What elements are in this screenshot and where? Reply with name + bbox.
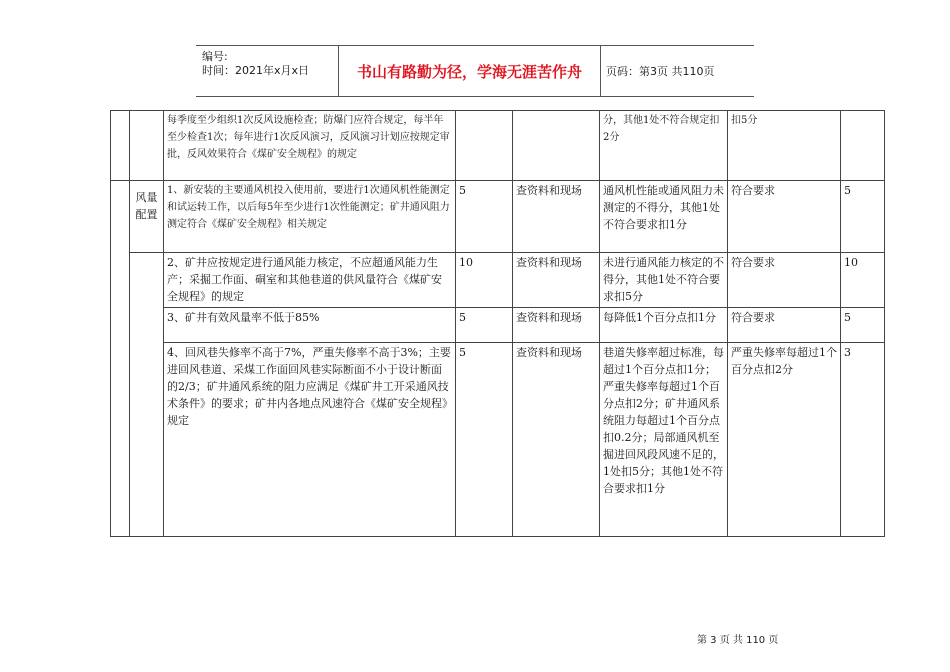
blank-cell — [111, 181, 130, 537]
table-row — [111, 343, 885, 537]
score-cell: 10 — [456, 253, 513, 308]
status-cell: 符合要求 — [728, 181, 841, 253]
status-cell: 扣5分 — [728, 111, 841, 181]
page-footer: 第 3 页 共 110 页 — [697, 635, 779, 646]
criteria-cell: 通风机性能或通风阻力未测定的不得分，其他1处不符合要求扣1分 — [600, 181, 728, 253]
content-cell: 每季度至少组织1次反风设施检查；防爆门应符合规定，每半年至少检查1次；每年进行1次反风演习，反风演习计划应按规定审批，反风效果符合《煤矿安全规程》的规定 — [164, 111, 456, 181]
criteria-cell: 未进行通风能力核定的不得分，其他1处不符合要求扣5分 — [600, 253, 728, 308]
method-cell: 查资料和现场 — [513, 308, 600, 343]
status-cell: 符合要求 — [728, 308, 841, 343]
points-cell: 10 — [841, 253, 885, 308]
status-cell: 严重失修率每超过1个百分点扣2分 — [728, 343, 841, 537]
points-cell: 5 — [841, 181, 885, 253]
score-cell — [456, 111, 513, 181]
score-cell: 5 — [456, 181, 513, 253]
header-meta — [196, 46, 339, 96]
table-row — [111, 253, 885, 308]
header-page-info: 页码：第3页 共110页 — [606, 65, 715, 78]
method-cell — [513, 111, 600, 181]
blank-cell — [111, 111, 130, 181]
table-row — [111, 111, 885, 181]
blank-cell — [130, 253, 164, 537]
content-cell: 4、回风巷失修率不高于7%，严重失修率不高于3%；主要进回风巷道、采煤工作面回风巷实际断面不小于设计断面的2/3；矿井通风系统的阻力应满足《煤矿井工开采通风技术条件》的要求；矿井内各地点风速符合《煤矿安全规程》规定 — [164, 343, 456, 537]
criteria-cell: 巷道失修率超过标准，每超过1个百分点扣1分；严重失修率每超过1个百分点扣2分；矿井通风系统阻力每超过1个百分点扣0.2分；局部通风机至掘进回风段风速不足的，1处扣5分；其他1处不符合要求扣1分 — [600, 343, 728, 537]
content-cell: 1、新安装的主要通风机投入使用前，要进行1次通风机性能测定和试运转工作，以后每5年至少进行1次性能测定；矿井通风阻力测定符合《煤矿安全规程》相关规定 — [164, 181, 456, 253]
status-cell: 符合要求 — [728, 253, 841, 308]
evaluation-table — [110, 110, 885, 537]
method-cell: 查资料和现场 — [513, 181, 600, 253]
header-motto: 书山有路勤为径，学海无涯苦作舟 — [339, 46, 601, 96]
number-label: 编号: — [202, 50, 228, 63]
method-cell: 查资料和现场 — [513, 253, 600, 308]
points-cell: 3 — [841, 343, 885, 537]
method-cell: 查资料和现场 — [513, 343, 600, 537]
criteria-cell: 每降低1个百分点扣1分 — [600, 308, 728, 343]
content-cell: 2、矿井应按规定进行通风能力核定，不应超通风能力生产；采掘工作面、硐室和其他巷道的供风量符合《煤矿安全规程》的规定 — [164, 253, 456, 308]
criteria-cell: 分，其他1处不符合规定扣2分 — [600, 111, 728, 181]
points-cell: 5 — [841, 308, 885, 343]
content-cell: 3、矿井有效风量率不低于85% — [164, 308, 456, 343]
table-row — [111, 181, 885, 253]
score-cell: 5 — [456, 308, 513, 343]
points-cell — [841, 111, 885, 181]
score-cell: 5 — [456, 343, 513, 537]
table-row — [111, 308, 885, 343]
page-header — [196, 45, 754, 97]
category-cell: 风量配置 — [130, 181, 164, 253]
time-label: 时间：2021年x月x日 — [202, 64, 310, 77]
blank-cell — [130, 111, 164, 181]
